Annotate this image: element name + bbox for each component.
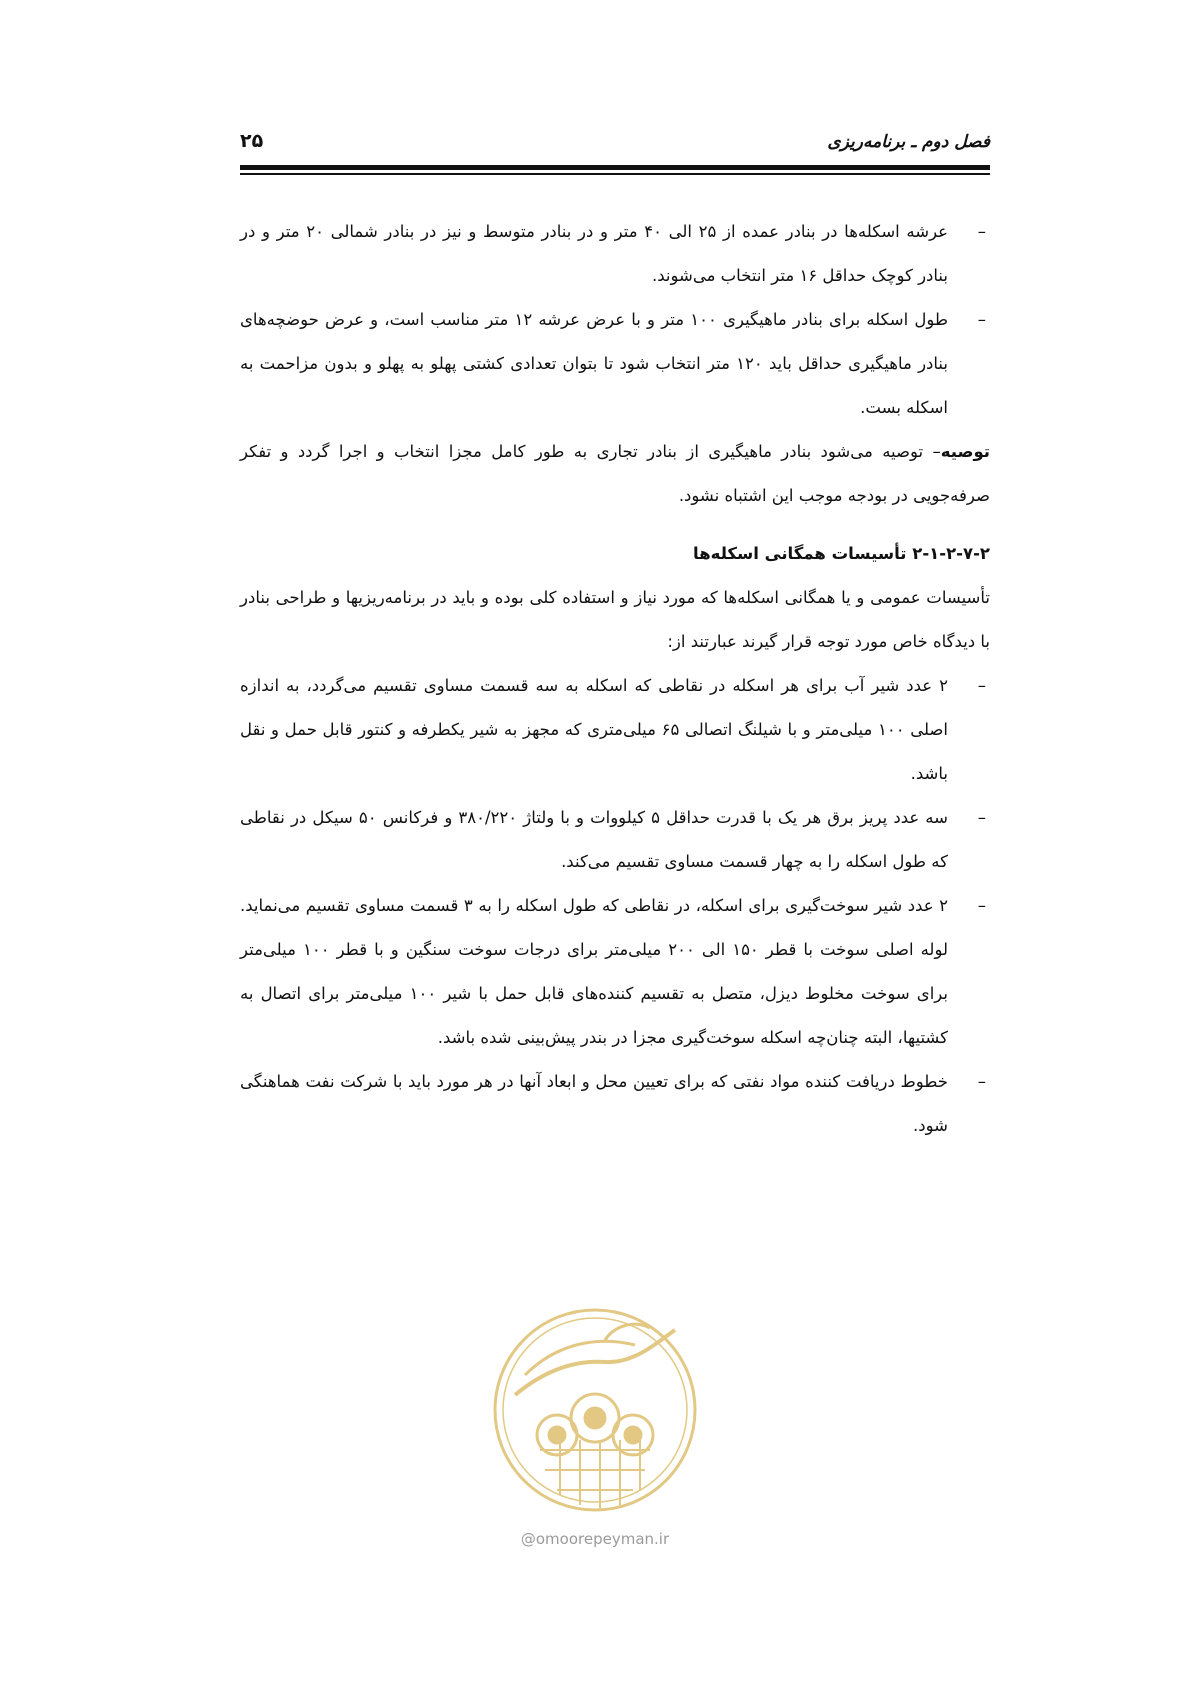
list-item-text: ۲ عدد شیر سوخت‌گیری برای اسکله، در نقاطی که طول اسکله را به ۳ قسمت مساوی تقسیم می‌نماید. لوله اصلی سوخت با قطر ۱۵۰ الی ۲۰۰ میلی‌متر برای درجات سوخت سنگین و با قطر ۱۰۰ میلی‌متر برای سوخت مخلوط دیزل، متصل به تقسیم کننده‌های قابل حمل با شیر ۱۰۰ میلی‌متر برای اتصال به کشتیها، البته چنان‌چه اسکله سوخت‌گیری مجزا در بندر پیش‌بینی شده باشد. <box>240 896 948 1047</box>
at-icon: @ <box>520 1530 536 1548</box>
list-item <box>240 796 990 884</box>
list-item-text: ۲ عدد شیر آب برای هر اسکله در نقاطی که اسکله به سه قسمت مساوی تقسیم می‌گردد، به اندازه اصلی ۱۰۰ میلی‌متر و با شیلنگ اتصالی ۶۵ میلی‌متری که مجهز به شیر یکطرفه و کنتور قابل حمل و نقل باشد. <box>240 676 948 783</box>
list-item-text: عرشه اسکله‌ها در بنادر عمده از ۲۵ الی ۴۰ متر و در بنادر متوسط و نیز در بنادر شمالی ۲۰ متر و در بنادر کوچک حداقل ۱۶ متر انتخاب می‌شوند. <box>240 222 949 285</box>
logo-grid <box>540 1440 650 1508</box>
page-number: ۲۵ <box>240 130 264 152</box>
bullet-dash: – <box>977 1072 986 1091</box>
section-intro: تأسیسات عمومی و یا همگانی اسکله‌ها که مورد نیاز و استفاده کلی بوده و باید در برنامه‌ریزیها و طراحی بنادر با دیدگاه خاص مورد توجه قرار گیرند عبارتند از: <box>240 588 990 651</box>
list-item <box>240 210 990 298</box>
recommendation-text: – توصیه می‌شود بنادر ماهیگیری از بنادر تجاری به طور کامل مجزا انتخاب و اجرا گردد و تفکر صرفه‌جویی در بودجه موجب این اشتباه نشود. <box>240 442 990 505</box>
bullet-dash: – <box>977 676 986 695</box>
list-item <box>240 884 990 1060</box>
bullet-dash: – <box>977 896 986 915</box>
watermark-logo <box>485 1300 705 1520</box>
header-rule-thick <box>240 165 990 170</box>
bullet-dash: – <box>977 808 986 827</box>
bullet-dash: – <box>977 310 986 329</box>
bullet-dash: – <box>977 222 986 241</box>
page-header <box>240 128 990 164</box>
list-item-text: طول اسکله برای بنادر ماهیگیری ۱۰۰ متر و با عرض عرشه ۱۲ متر مناسب است، و عرض حوضچه‌های بنادر ماهیگیری حداقل باید ۱۲۰ متر انتخاب شود تا بتوان تعدادی کشتی پهلو به پهلو و بدون مزاحمت به اسکله بست. <box>240 310 948 417</box>
list-item-text: خطوط دریافت کننده مواد نفتی که برای تعیین محل و ابعاد آنها در هر مورد باید با شرکت نفت هماهنگی شود. <box>240 1072 948 1135</box>
list-item <box>240 298 990 430</box>
section-heading: ۲-۱-۲-۷-۲ تأسیسات همگانی اسکله‌ها <box>693 544 990 563</box>
watermark-url-text: omoorepeyman.ir <box>535 1530 670 1548</box>
list-item <box>240 1060 990 1148</box>
list-item <box>240 664 990 796</box>
header-rule-thin <box>240 173 990 175</box>
chapter-title: فصل دوم ـ برنامه‌ریزی <box>827 132 990 152</box>
list-item-text: سه عدد پریز برق هر یک با قدرت حداقل ۵ کیلووات و با ولتاژ ۳۸۰/۲۲۰ و فرکانس ۵۰ سیکل در نقاطی که طول اسکله را به چهار قسمت مساوی تقسیم می‌کند. <box>240 808 948 871</box>
recommendation-label: توصیه <box>940 442 990 461</box>
watermark-url <box>0 1530 1190 1548</box>
page-body <box>240 210 990 1148</box>
recommendation-paragraph <box>240 430 990 518</box>
